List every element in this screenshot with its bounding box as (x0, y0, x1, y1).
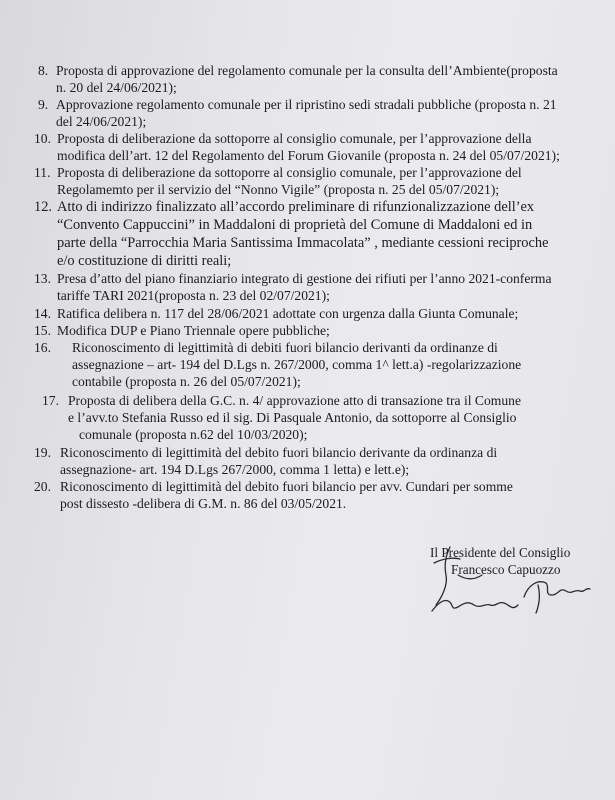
item-text-line: e l’avv.to Stefania Russo ed il sig. Di Pasquale Antonio, da sottoporre al Consiglio (68, 410, 517, 425)
item-number: 20. (34, 479, 51, 494)
item-text-line: e/o costituzione di diritti reali; (57, 253, 232, 269)
item-number: 19. (34, 445, 51, 460)
item-number: 15. (34, 323, 51, 338)
item-text-line: Riconoscimento di legittimità di debiti fuori bilancio derivanti da ordinanze di (72, 340, 498, 355)
item-number: 12. (34, 199, 52, 215)
item-text-line: Regolamemto per il servizio del “Nonno Vigile” (proposta n. 25 del 05/07/2021); (57, 182, 500, 197)
item-text-line: tariffe TARI 2021(proposta n. 23 del 02/07/2021); (57, 288, 330, 303)
item-number: 11. (34, 165, 51, 180)
item-text-line: comunale (proposta n.62 del 10/03/2020); (79, 427, 308, 442)
item-text-line: “Convento Cappuccini” in Maddaloni di proprietà del Comune di Maddaloni ed in (57, 217, 533, 233)
item-text-line: del 24/06/2021); (56, 114, 147, 129)
item-text-line: Proposta di approvazione del regolamento comunale per la consulta dell’Ambiente(proposta (56, 63, 558, 78)
item-text-line: modifica dell’art. 12 del Regolamento del Forum Giovanile (proposta n. 24 del 05/07/2021); (57, 148, 560, 163)
item-text-line: Modifica DUP e Piano Triennale opere pubbliche; (57, 323, 330, 338)
item-number: 14. (34, 306, 51, 321)
item-text-line: Proposta di deliberazione da sottoporre al consiglio comunale, per l’approvazione della (57, 131, 532, 146)
item-text-line: n. 20 del 24/06/2021); (56, 80, 177, 95)
item-number: 9. (38, 97, 49, 112)
item-text-line: Proposta di delibera della G.C. n. 4/ approvazione atto di transazione tra il Comune (68, 393, 522, 408)
item-number: 8. (38, 63, 49, 78)
item-number: 16. (34, 340, 51, 355)
item-text-line: Riconoscimento di legittimità del debito fuori bilancio per avv. Cundari per somme (60, 479, 513, 494)
item-number: 13. (34, 271, 51, 286)
item-text-line: parte della “Parrocchia Maria Santissima Immacolata” , mediante cessioni reciproche (57, 235, 549, 251)
handwritten-signature (428, 545, 608, 625)
item-number: 10. (34, 131, 51, 146)
item-text-line: post dissesto -delibera di G.M. n. 86 del 03/05/2021. (60, 496, 347, 511)
item-text-line: Ratifica delibera n. 117 del 28/06/2021 adottate con urgenza dalla Giunta Comunale; (57, 306, 519, 321)
signature-name: Francesco Capuozzo (451, 562, 561, 577)
item-text-line: assegnazione – art- 194 del D.Lgs n. 267/2000, comma 1^ lett.a) -regolarizzazione (72, 357, 522, 372)
item-text-line: contabile (proposta n. 26 del 05/07/2021); (72, 374, 301, 389)
item-text-line: Presa d’atto del piano finanziario integrato di gestione dei rifiuti per l’anno 2021-conferma (57, 271, 552, 286)
signature-title: Il Presidente del Consiglio (430, 545, 571, 560)
item-text-line: Approvazione regolamento comunale per il ripristino sedi stradali pubbliche (proposta n. 21 (56, 97, 557, 112)
item-text-line: Proposta di deliberazione da sottoporre al consiglio comunale, per l’approvazione del (57, 165, 522, 180)
item-number: 17. (42, 393, 59, 408)
item-text-line: assegnazione- art. 194 D.Lgs 267/2000, comma 1 letta) e lett.e); (60, 462, 410, 477)
item-text-line: Riconoscimento di legittimità del debito fuori bilancio derivante da ordinanza di (60, 445, 498, 460)
item-text-line: Atto di indirizzo finalizzato all’accordo preliminare di rifunzionalizzazione dell’ex (57, 199, 535, 215)
